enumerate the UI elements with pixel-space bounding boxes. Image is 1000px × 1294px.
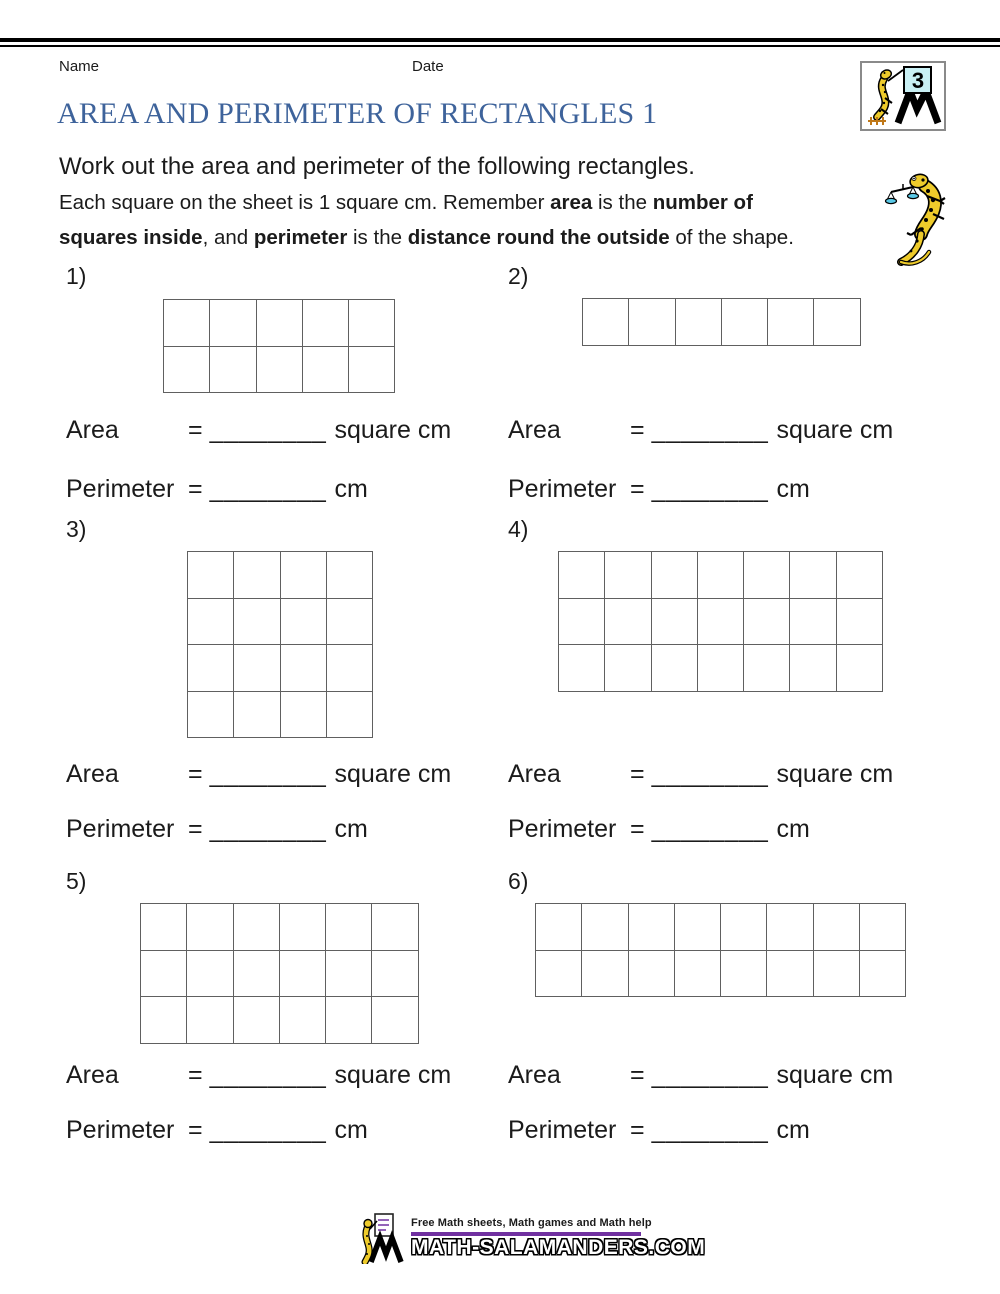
badge-grade-number: 3: [911, 68, 925, 93]
grid-cell: [141, 951, 187, 998]
grid-cell: [744, 599, 790, 646]
area-label: Area: [66, 760, 119, 788]
grid-cell: [281, 645, 327, 692]
area-answer-blank[interactable]: ________: [651, 760, 769, 788]
date-label: Date: [412, 58, 444, 75]
grid-cell: [326, 997, 372, 1044]
equals-sign: =: [188, 416, 203, 444]
grid-cell: [327, 599, 373, 646]
grid-cell: [652, 552, 698, 599]
grid-cell: [721, 904, 767, 951]
grid-cell: [768, 299, 814, 346]
grid-cell: [164, 300, 210, 347]
problem-5-area-line: [66, 1061, 451, 1090]
grid-cell: [234, 904, 280, 951]
area-label: Area: [508, 760, 561, 788]
intro-text-run: is the: [592, 191, 653, 214]
perimeter-unit: cm: [334, 815, 368, 843]
problem-6-perimeter-line: [508, 1116, 810, 1145]
scale-pan-right: [908, 193, 919, 198]
equals-sign: =: [188, 760, 203, 788]
grid-cell: [280, 951, 326, 998]
intro-text-run: Each square on the sheet is 1 square cm. Remember: [59, 191, 551, 214]
grid-cell: [559, 645, 605, 692]
perimeter-label: Perimeter: [508, 1116, 617, 1144]
perimeter-unit: cm: [334, 1116, 368, 1144]
grid-cell: [698, 552, 744, 599]
problem-4-perimeter-line: [508, 815, 810, 844]
grid-cell: [187, 951, 233, 998]
grid-cell: [814, 299, 860, 346]
area-answer-blank[interactable]: ________: [209, 416, 327, 444]
grid-cell: [559, 552, 605, 599]
area-label: Area: [66, 1061, 119, 1089]
ladder: [868, 117, 886, 125]
grid-cell: [837, 645, 883, 692]
problem-1-area-line: [66, 416, 451, 445]
area-unit: square cm: [334, 1061, 452, 1089]
area-label: Area: [508, 1061, 561, 1089]
problem-3-grid: [187, 551, 373, 738]
grid-cell: [280, 904, 326, 951]
grid-cell: [303, 300, 349, 347]
name-label: Name: [59, 58, 100, 75]
grid-cell: [860, 904, 906, 951]
grid-cell: [349, 300, 395, 347]
grid-cell: [790, 552, 836, 599]
problem-5-perimeter-line: [66, 1116, 368, 1145]
grid-cell: [281, 692, 327, 739]
problem-3-perimeter-line: [66, 815, 368, 844]
grid-cell: [234, 997, 280, 1044]
equals-sign: =: [188, 1116, 203, 1144]
footer-salamander-easel-icon: [357, 1212, 407, 1264]
grid-cell: [814, 904, 860, 951]
grid-cell: [187, 904, 233, 951]
grid-cell: [280, 997, 326, 1044]
grid-cell: [744, 552, 790, 599]
problem-4-number: 4): [508, 516, 529, 542]
grid-cell: [675, 951, 721, 998]
footer-logo: [357, 1212, 705, 1264]
intro-text-run: number of: [652, 191, 753, 214]
grid-cell: [164, 347, 210, 394]
footer-tagline: Free Math sheets, Math games and Math help: [411, 1217, 652, 1229]
scale-pan-left: [886, 198, 897, 203]
page-title: AREA AND PERIMETER OF RECTANGLES 1: [57, 97, 658, 130]
equals-sign: =: [630, 1061, 645, 1089]
grid-cell: [303, 347, 349, 394]
equals-sign: =: [630, 760, 645, 788]
problem-2-perimeter-line: [508, 475, 810, 504]
grid-cell: [210, 347, 256, 394]
perimeter-unit: cm: [776, 815, 810, 843]
problem-6-area-line: [508, 1061, 893, 1090]
grid-cell: [326, 904, 372, 951]
grid-cell: [536, 904, 582, 951]
area-label: Area: [66, 416, 119, 444]
grid-cell: [629, 951, 675, 998]
problem-1-perimeter-line: [66, 475, 368, 504]
problem-4-area-line: [508, 760, 893, 789]
grid-cell: [722, 299, 768, 346]
grid-cell: [860, 951, 906, 998]
area-label: Area: [508, 416, 561, 444]
grid-cell: [210, 300, 256, 347]
grid-cell: [188, 552, 234, 599]
grid-cell: [629, 299, 675, 346]
equals-sign: =: [630, 475, 645, 503]
grid-cell: [281, 599, 327, 646]
area-unit: square cm: [334, 416, 452, 444]
grid-cell: [582, 904, 628, 951]
grid-cell: [188, 645, 234, 692]
area-unit: square cm: [776, 416, 894, 444]
grid-cell: [234, 692, 280, 739]
grid-cell: [721, 951, 767, 998]
perimeter-label: Perimeter: [66, 1116, 175, 1144]
grid-cell: [605, 645, 651, 692]
problem-5-grid: [140, 903, 419, 1044]
salamander-scales-illustration: [883, 170, 961, 274]
perimeter-label: Perimeter: [66, 475, 175, 503]
perimeter-unit: cm: [776, 475, 810, 503]
grid-cell: [837, 552, 883, 599]
area-answer-blank[interactable]: ________: [651, 1061, 769, 1089]
intro-text-run: is the: [347, 226, 408, 249]
grid-cell: [559, 599, 605, 646]
area-unit: square cm: [776, 1061, 894, 1089]
grid-cell: [698, 645, 744, 692]
intro-text-run: area: [550, 191, 593, 214]
grid-cell: [349, 347, 395, 394]
perimeter-label: Perimeter: [508, 815, 617, 843]
equals-sign: =: [630, 815, 645, 843]
perimeter-label: Perimeter: [66, 815, 175, 843]
problem-6-number: 6): [508, 868, 529, 894]
grid-cell: [326, 951, 372, 998]
area-unit: square cm: [334, 760, 452, 788]
intro-text-run: of the shape.: [669, 226, 794, 249]
grid-cell: [583, 299, 629, 346]
grid-cell: [767, 951, 813, 998]
equals-sign: =: [188, 1061, 203, 1089]
perimeter-label: Perimeter: [508, 475, 617, 503]
perimeter-answer-blank[interactable]: ________: [651, 475, 769, 503]
grid-cell: [141, 997, 187, 1044]
grid-cell: [814, 951, 860, 998]
grid-cell: [372, 997, 418, 1044]
footer-site-name: MATH-SALAMANDERS.COM: [411, 1236, 706, 1259]
grid-cell: [234, 552, 280, 599]
top-border-rule: [0, 38, 1000, 47]
grid-cell: [767, 904, 813, 951]
perimeter-answer-blank[interactable]: ________: [209, 815, 327, 843]
intro-line-1: Work out the area and perimeter of the following rectangles.: [59, 153, 695, 180]
grid-cell: [582, 951, 628, 998]
grid-cell: [652, 645, 698, 692]
grid-cell: [187, 997, 233, 1044]
problem-3-number: 3): [66, 516, 87, 542]
grid-cell: [141, 904, 187, 951]
grid-cell: [281, 552, 327, 599]
area-answer-blank[interactable]: ________: [209, 1061, 327, 1089]
grid-cell: [372, 951, 418, 998]
grid-cell: [605, 599, 651, 646]
perimeter-unit: cm: [776, 1116, 810, 1144]
problem-2-area-line: [508, 416, 893, 445]
equals-sign: =: [188, 475, 203, 503]
grid-cell: [790, 599, 836, 646]
grid-cell: [652, 599, 698, 646]
grid-cell: [234, 951, 280, 998]
problem-6-grid: [535, 903, 906, 997]
problem-2-number: 2): [508, 263, 529, 289]
problem-2-grid: [582, 298, 861, 346]
grid-cell: [536, 951, 582, 998]
equals-sign: =: [188, 815, 203, 843]
intro-line-3: [59, 228, 794, 249]
area-unit: square cm: [776, 760, 894, 788]
grid-cell: [188, 599, 234, 646]
problem-1-grid: [163, 299, 395, 393]
perimeter-answer-blank[interactable]: ________: [209, 475, 327, 503]
grid-cell: [744, 645, 790, 692]
problem-4-grid: [558, 551, 883, 692]
perimeter-answer-blank[interactable]: ________: [651, 1116, 769, 1144]
grid-cell: [327, 645, 373, 692]
grid-cell: [629, 904, 675, 951]
intro-text-run: , and: [202, 226, 254, 249]
grid-cell: [676, 299, 722, 346]
area-answer-blank[interactable]: ________: [651, 416, 769, 444]
footer-text-block: [411, 1212, 705, 1258]
grid-cell: [698, 599, 744, 646]
grid-cell: [605, 552, 651, 599]
grid-cell: [234, 645, 280, 692]
grid-cell: [188, 692, 234, 739]
perimeter-answer-blank[interactable]: ________: [651, 815, 769, 843]
problem-5-number: 5): [66, 868, 87, 894]
intro-line-2: [59, 193, 753, 214]
grid-cell: [257, 300, 303, 347]
intro-text-run: perimeter: [253, 226, 348, 249]
grade-badge-logo: [860, 61, 946, 131]
grid-cell: [327, 692, 373, 739]
equals-sign: =: [630, 416, 645, 444]
grid-cell: [790, 645, 836, 692]
intro-text-run: squares inside: [59, 226, 203, 249]
problem-3-area-line: [66, 760, 451, 789]
area-answer-blank[interactable]: ________: [209, 760, 327, 788]
grid-cell: [327, 552, 373, 599]
equals-sign: =: [630, 1116, 645, 1144]
intro-text-run: distance round the outside: [407, 226, 670, 249]
perimeter-answer-blank[interactable]: ________: [209, 1116, 327, 1144]
perimeter-unit: cm: [334, 475, 368, 503]
grid-cell: [234, 599, 280, 646]
grid-cell: [372, 904, 418, 951]
problem-1-number: 1): [66, 263, 87, 289]
grid-cell: [257, 347, 303, 394]
grid-cell: [675, 904, 721, 951]
grid-cell: [837, 599, 883, 646]
